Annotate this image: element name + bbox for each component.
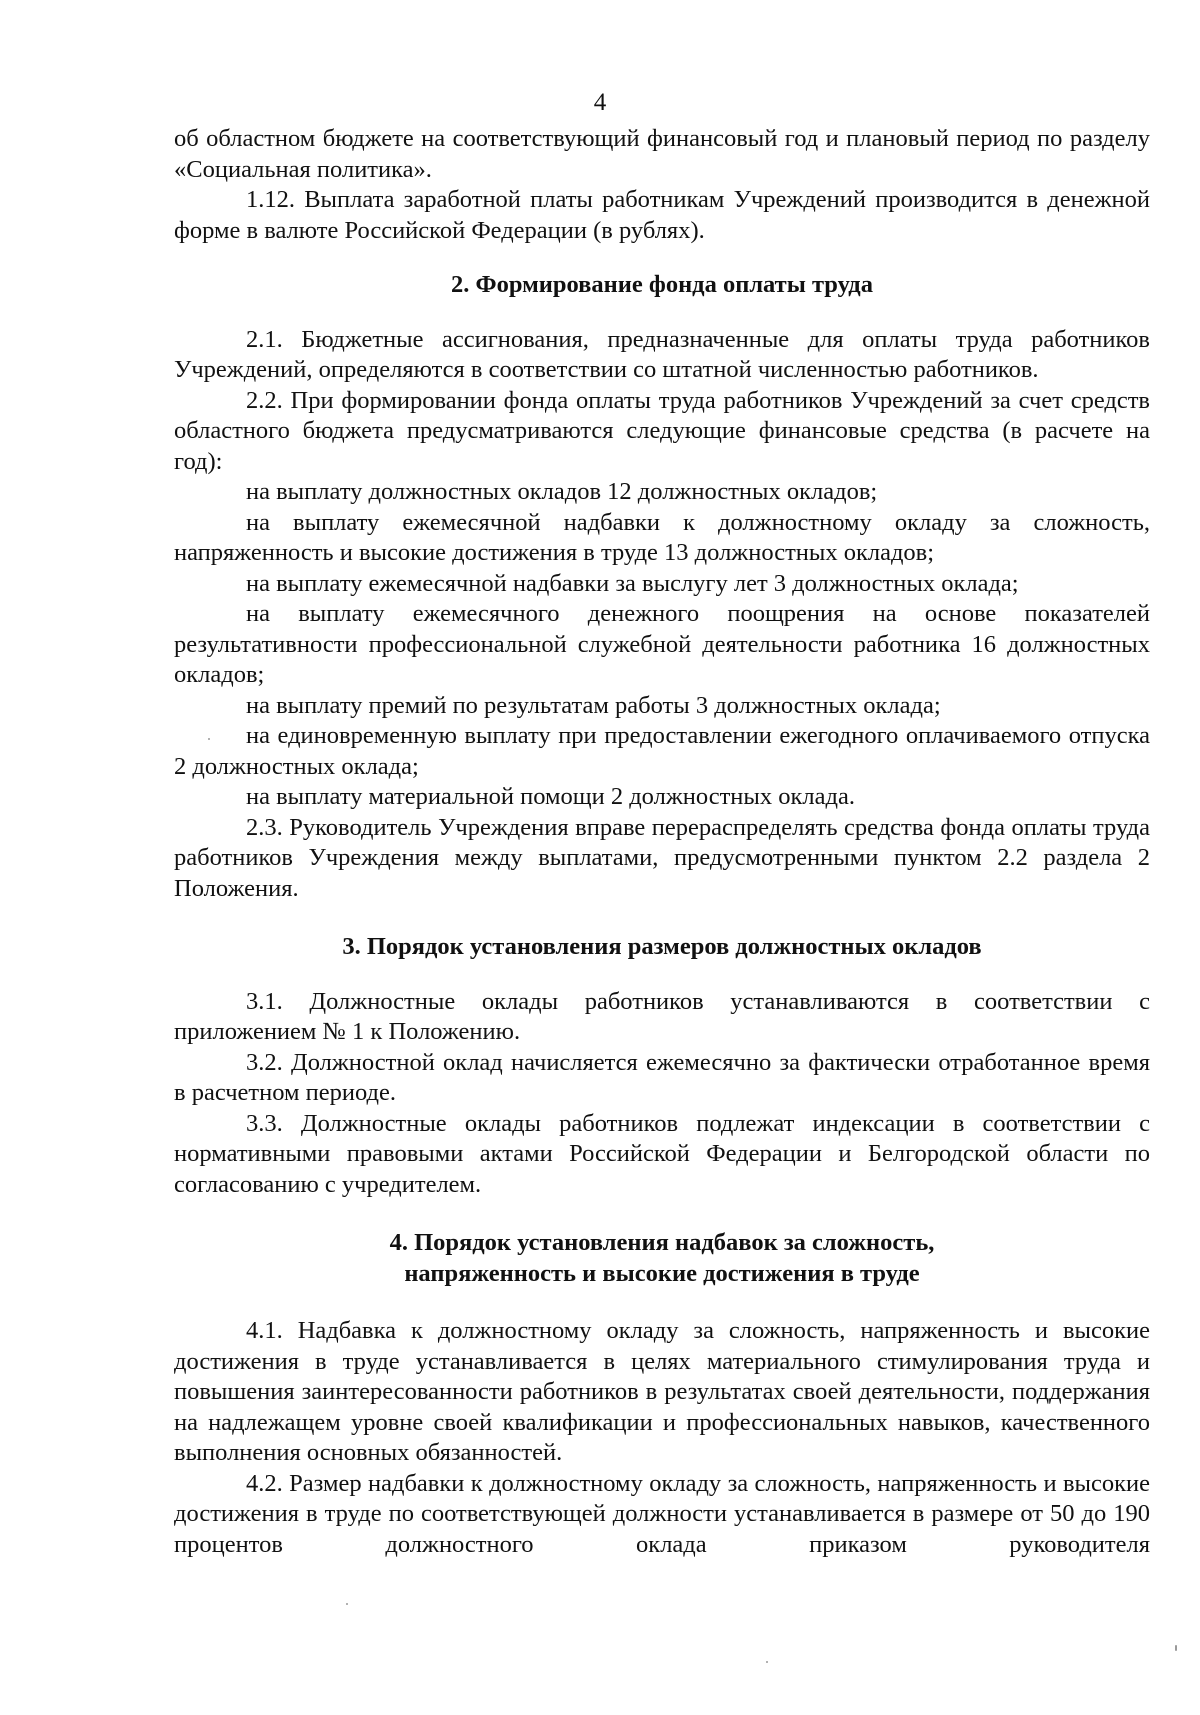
scan-speck bbox=[208, 738, 210, 740]
paragraph-3-1: 3.1. Должностные оклады работников устанавливаются в соответствии с приложением № 1 к Положению. bbox=[174, 987, 1150, 1045]
paragraph-2-1: 2.1. Бюджетные ассигнования, предназначенные для оплаты труда работников Учреждений, определяются в соответствии со штатной численностью работников. bbox=[174, 325, 1150, 383]
list-item-seniority-bonus: на выплату ежемесячной надбавки за выслугу лет 3 должностных оклада; bbox=[246, 569, 1019, 597]
paragraph-3-2: 3.2. Должностной оклад начисляется ежемесячно за фактически отработанное время в расчетном периоде. bbox=[174, 1048, 1150, 1106]
scan-speck bbox=[346, 1603, 348, 1605]
section-4-title-line-1: 4. Порядок установления надбавок за сложность, bbox=[389, 1229, 935, 1256]
paragraph-2-3: 2.3. Руководитель Учреждения вправе перераспределять средства фонда оплаты труда работников Учреждения между выплатами, предусмотренными пунктом 2.2 раздела 2 Положения. bbox=[174, 813, 1150, 902]
paragraph-2-2: 2.2. При формировании фонда оплаты труда работников Учреждений за счет средств областного бюджета предусматриваются следующие финансовые средства (в расчете на год): bbox=[174, 386, 1150, 475]
section-4-title-line-2: напряженность и высокие достижения в труде bbox=[404, 1259, 920, 1287]
paragraph-4-1: 4.1. Надбавка к должностному окладу за сложность, напряженность и высокие достижения в труде устанавливается в целях материального стимулирования труда и повышения заинтересованности работников в результатах своей деятельности, поддержания на надлежащем уровне своей квалификации и профессиональных навыков, качественного выполнения основных обязанностей. bbox=[174, 1317, 1150, 1466]
list-item-salaries: на выплату должностных окладов 12 должностных окладов; bbox=[246, 478, 878, 505]
list-item-complexity-bonus: на выплату ежемесячной надбавки к должностному окладу за сложность, напряженность и высокие достижения в труде 13 должностных окладов; bbox=[174, 508, 1150, 566]
list-item-premiums: на выплату премий по результатам работы 3 должностных оклада; bbox=[246, 691, 941, 719]
list-item-monthly-incentive: на выплату ежемесячного денежного поощрения на основе показателей результативности профессиональной служебной деятельности работника 16 должностных окладов; bbox=[174, 600, 1150, 688]
list-item-material-aid: на выплату материальной помощи 2 должностных оклада. bbox=[246, 783, 855, 810]
page-number: 4 bbox=[593, 89, 607, 116]
scan-speck bbox=[766, 1661, 768, 1663]
paragraph-4-2: 4.2. Размер надбавки к должностному окладу за сложность, напряженность и высокие достижения в труде по соответствующей должности устанавливается в размере от 50 до 190 процентов должностного оклада приказом руководителя bbox=[174, 1469, 1150, 1558]
section-3-title: 3. Порядок установления размеров должностных окладов bbox=[342, 933, 982, 960]
section-2-title: 2. Формирование фонда оплаты труда bbox=[451, 271, 873, 298]
document-body bbox=[174, 124, 1150, 1560]
paragraph-3-3: 3.3. Должностные оклады работников подлежат индексации в соответствии с нормативными правовыми актами Российской Федерации и Белгородской области по согласованию с учредителем. bbox=[174, 1109, 1150, 1198]
list-item-vacation-payment: на единовременную выплату при предоставлении ежегодного оплачиваемого отпуска 2 должностных оклада; bbox=[174, 722, 1150, 780]
scan-speck bbox=[1175, 1645, 1177, 1651]
paragraph-1-12: 1.12. Выплата заработной платы работникам Учреждений производится в денежной форме в валюте Российской Федерации (в рублях). bbox=[174, 186, 1150, 244]
paragraph-intro-continuation: об областном бюджете на соответствующий финансовый год и плановый период по разделу «Социальная политика». bbox=[174, 125, 1150, 183]
